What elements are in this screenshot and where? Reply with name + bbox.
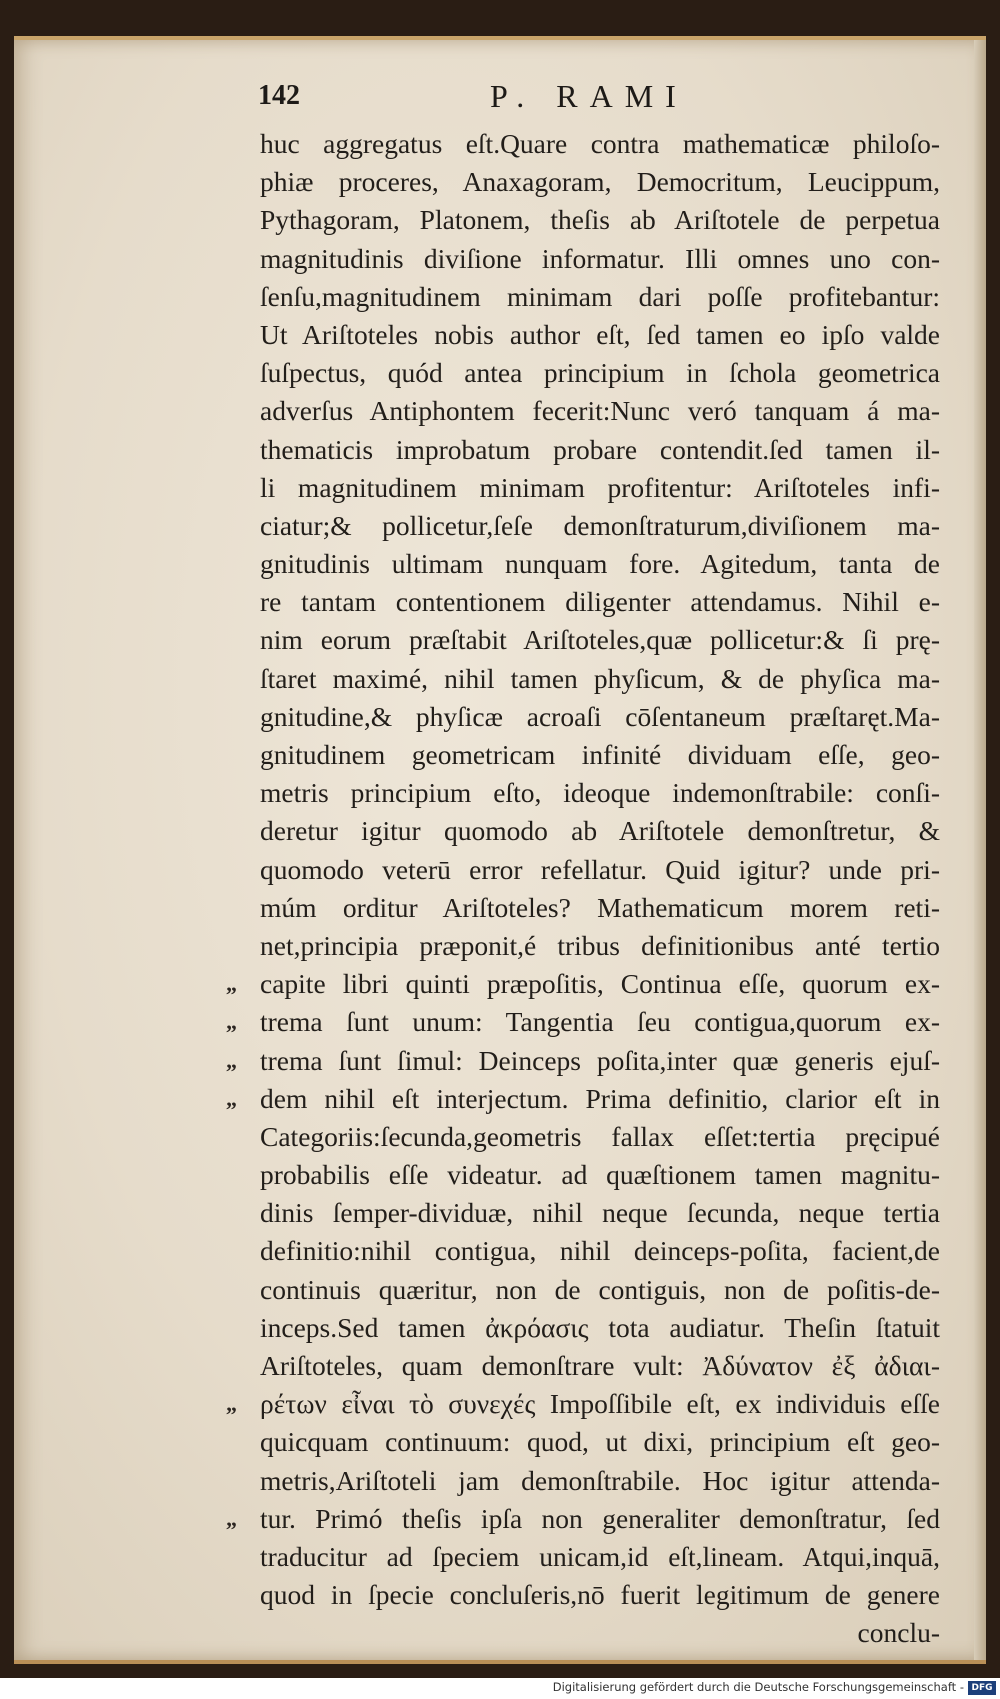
dfg-logo: DFG xyxy=(968,1681,996,1695)
line-text: dem nihil eſt interjectum. Prima definitio, clarior eſt in xyxy=(260,1082,940,1114)
text-line xyxy=(260,1423,940,1461)
line-text: gnitudinis ultimam nunquam fore. Agitedum, tanta de xyxy=(260,548,940,580)
line-text: Categoriis:ſecunda,geometris fallax eſſet:tertia pręcipué xyxy=(260,1120,940,1152)
text-line xyxy=(260,698,940,736)
text-line xyxy=(260,201,940,239)
line-text: huc aggregatus eſt.Quare contra mathematicæ philoſo- xyxy=(260,128,940,159)
page-header xyxy=(258,80,738,120)
line-text: phiæ proceres, Anaxagoram, Democritum, Leucippum, xyxy=(260,166,940,198)
line-text: nim eorum præſtabit Ariſtoteles,quæ pollicetur:& ſi prę- xyxy=(260,624,940,656)
quotation-marker: „ xyxy=(226,1085,237,1111)
text-line xyxy=(226,1003,940,1041)
text-line xyxy=(260,1156,940,1194)
line-text: ciatur;& pollicetur,ſeſe demonſtraturum,diviſionem ma- xyxy=(260,509,940,541)
text-line xyxy=(260,1194,940,1232)
text-line xyxy=(260,736,940,774)
line-text: tur. Primó theſis ipſa non generaliter demonſtratur, ſed xyxy=(260,1502,940,1534)
line-text: capite libri quinti præpoſitis, Continua eſſe, quorum ex- xyxy=(260,968,940,1000)
text-line xyxy=(260,1347,940,1385)
text-line xyxy=(226,1385,940,1423)
running-head: P. RAMI xyxy=(490,78,688,114)
footer-credit: Digitalisierung gefördert durch die Deutsche Forschungsgemeinschaft - xyxy=(552,1680,964,1694)
line-text: conclu- xyxy=(857,1617,940,1649)
line-text: thematicis improbatum probare contendit.ſed tamen il- xyxy=(260,433,940,465)
text-line xyxy=(260,660,940,698)
text-line xyxy=(260,354,940,392)
line-text: quomodo veterū error refellatur. Quid igitur? unde pri- xyxy=(260,853,940,885)
quotation-marker: „ xyxy=(226,1009,237,1035)
text-line xyxy=(260,1538,940,1576)
text-line xyxy=(260,469,940,507)
line-text: ρέτων εἶναι τὸ συνεχές Impoſſibile eſt, ex individuis eſſe xyxy=(260,1388,940,1420)
line-text: li magnitudinem minimam profitentur: Ariſtoteles infi- xyxy=(260,471,940,503)
body-text xyxy=(226,125,940,1653)
line-text: múm orditur Ariſtoteles? Mathematicum morem reti- xyxy=(260,891,940,923)
line-text: trema ſunt unum: Tangentia ſeu contigua,quorum ex- xyxy=(260,1006,940,1038)
quotation-marker: „ xyxy=(226,1047,237,1073)
text-line xyxy=(226,965,940,1003)
line-text: traducitur ad ſpeciem unicam,id eſt,lineam. Atqui,inquā, xyxy=(260,1540,940,1572)
text-line xyxy=(260,507,940,545)
quotation-marker: „ xyxy=(226,1505,237,1531)
text-line xyxy=(226,1042,940,1080)
line-text: gnitudinem geometricam infinité dividuam eſſe, geo- xyxy=(260,739,940,770)
line-text: Ut Ariſtoteles nobis author eſt, ſed tamen eo ipſo valde xyxy=(260,318,940,350)
line-text: metris,Ariſtoteli jam demonſtrabile. Hoc igitur attenda- xyxy=(260,1464,940,1496)
text-line xyxy=(260,1614,940,1652)
line-text: probabilis eſſe videatur. ad quæſtionem tamen magnitu- xyxy=(260,1159,940,1191)
text-line xyxy=(260,1232,940,1270)
text-line xyxy=(260,812,940,850)
text-line xyxy=(260,1118,940,1156)
quotation-marker: „ xyxy=(226,1391,237,1417)
page-number: 142 xyxy=(258,80,300,111)
line-text: adverſus Antiphontem fecerit:Nunc veró tanquam á ma- xyxy=(260,395,940,427)
line-text: Ariſtoteles, quam demonſtrare vult: Ἀδύνατον ἐξ ἀδιαι- xyxy=(260,1350,940,1381)
line-text: gnitudine,& phyſicæ acroaſi cōſentaneum præſtaręt.Ma- xyxy=(260,700,940,732)
text-line xyxy=(260,1309,940,1347)
line-text: quod in ſpecie concluſeris,nō fuerit legitimum de genere xyxy=(260,1579,940,1611)
text-line xyxy=(226,1080,940,1118)
line-text: Pythagoram, Platonem, theſis ab Ariſtotele de perpetua xyxy=(260,204,940,236)
quotation-marker: „ xyxy=(226,971,237,997)
text-line xyxy=(260,1462,940,1500)
text-line xyxy=(260,1271,940,1309)
text-line xyxy=(260,774,940,812)
text-line xyxy=(260,1576,940,1614)
text-line xyxy=(260,545,940,583)
text-line xyxy=(260,889,940,927)
text-line xyxy=(260,851,940,889)
text-line xyxy=(226,1500,940,1538)
text-line xyxy=(260,316,940,354)
text-line xyxy=(260,621,940,659)
line-text: ſenſu,magnitudinem minimam dari poſſe profitebantur: xyxy=(260,280,940,312)
footer-bar xyxy=(0,1678,1000,1699)
line-text: quicquam continuum: quod, ut dixi, principium eſt geo- xyxy=(260,1426,940,1458)
line-text: inceps.Sed tamen ἀκρόασις tota audiatur. Theſin ſtatuit xyxy=(260,1311,940,1343)
text-line xyxy=(260,927,940,965)
line-text: trema ſunt ſimul: Deinceps poſita,inter quæ generis ejuſ- xyxy=(260,1044,940,1076)
text-line xyxy=(260,583,940,621)
line-text: re tantam contentionem diligenter attendamus. Nihil e- xyxy=(260,586,940,618)
line-text: dinis ſemper-dividuæ, nihil neque ſecunda, neque tertia xyxy=(260,1197,940,1229)
line-text: definitio:nihil contigua, nihil deinceps-poſita, facient,de xyxy=(260,1235,940,1267)
line-text: metris principium eſto, ideoque indemonſtrabile: conſi- xyxy=(260,777,940,809)
text-line xyxy=(260,240,940,278)
line-text: magnitudinis diviſione informatur. Illi omnes uno con- xyxy=(260,242,940,274)
text-line xyxy=(260,278,940,316)
text-line xyxy=(260,392,940,430)
page-edge xyxy=(974,40,986,1660)
line-text: deretur igitur quomodo ab Ariſtotele demonſtretur, & xyxy=(260,815,940,847)
text-line xyxy=(260,163,940,201)
text-line xyxy=(260,431,940,469)
line-text: net,principia præponit,é tribus definitionibus anté tertio xyxy=(260,929,940,961)
line-text: continuis quæritur, non de contiguis, non de poſitis-de- xyxy=(260,1273,940,1305)
line-text: ſtaret maximé, nihil tamen phyſicum, & de phyſica ma- xyxy=(260,662,940,694)
text-line xyxy=(260,125,940,163)
line-text: ſuſpectus, quód antea principium in ſchola geometrica xyxy=(260,357,940,389)
